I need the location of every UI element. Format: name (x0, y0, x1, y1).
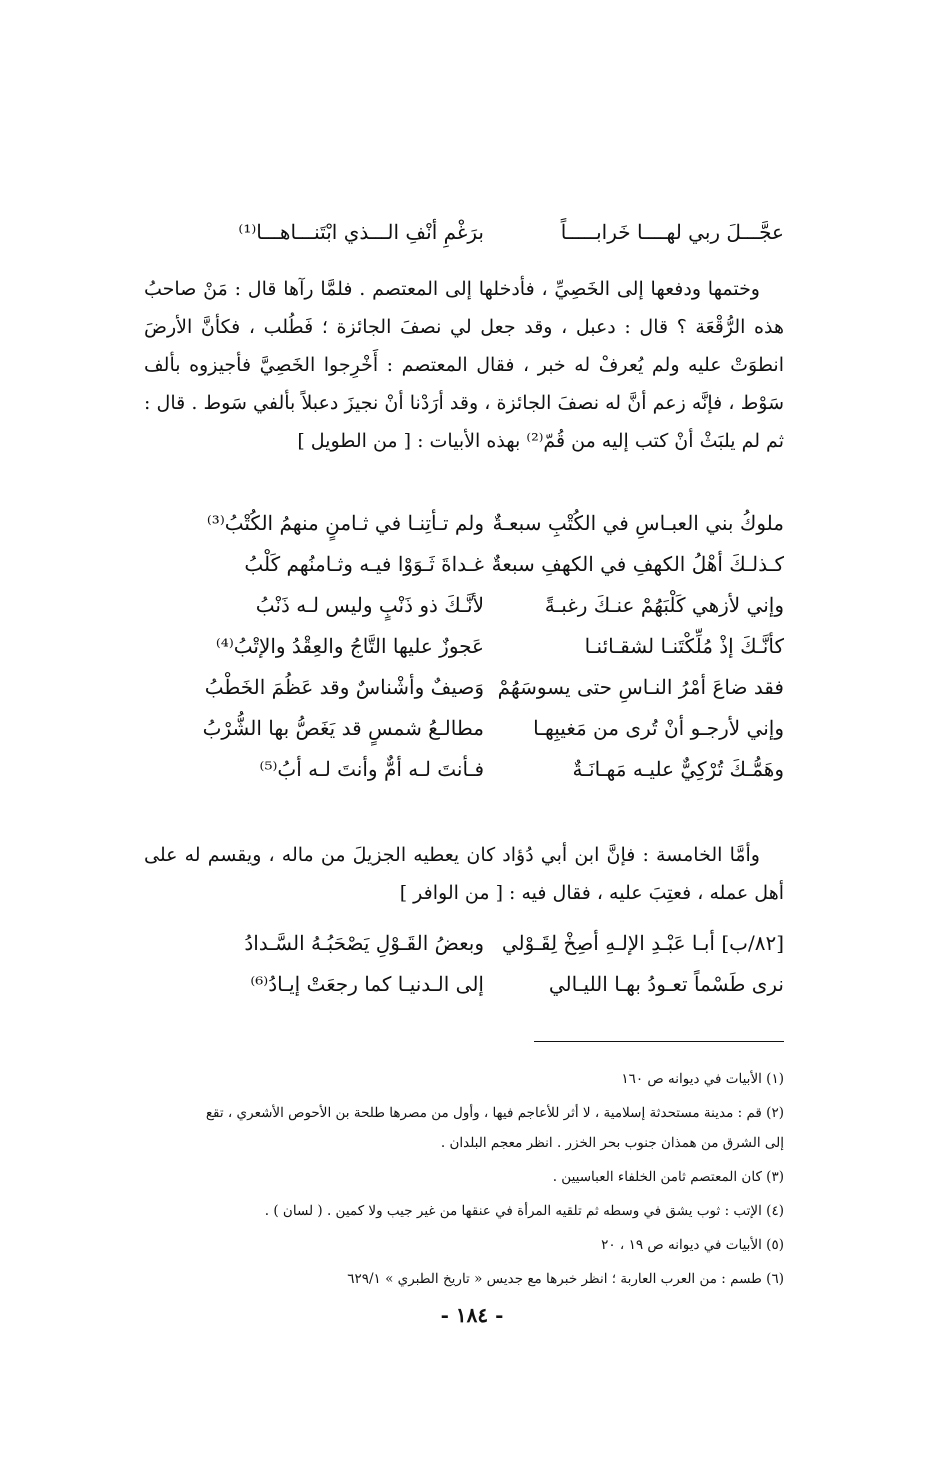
verse-first-hemistich: ملوكُ بني العبـاسِ في الكُتْبِ سبعـةٌ (492, 511, 784, 535)
footnote-line: (١) الأبيات في ديوانه ص ١٦٠ (621, 1071, 784, 1087)
verse-second-hemistich: مطالـعُ شمسٍ قد يَغَصُّ بها الشُّرْبُ (202, 716, 484, 740)
footnote-line: (٤) الإتب : ثوب يشق في وسطه ثم تلقيه المرأة في عنقها من غير جيب ولا كمين . ( لسان ) . (264, 1203, 784, 1219)
verse-second-hemistich: غـداةَ ثَـوَوْا فيـه وثـامنُهم كَلْبُ (244, 552, 484, 576)
poem-1-verse (144, 505, 784, 541)
poem-1-verse (144, 710, 784, 746)
verse-first-hemistich: فقد ضاعَ أمْرُ النـاسِ حتى يسوسَهُمْ (497, 675, 784, 699)
poem-1-verse (144, 751, 784, 787)
poem-2-verse (144, 925, 784, 961)
footnote-line: (٢) قم : مدينة مستحدثة إسلامية ، لا أثر للأعاجم فيها ، وأول من مصرها طلحة بن الأحوص الأشعري ، تقع (205, 1105, 784, 1121)
poem-1-verse (144, 546, 784, 582)
verse-second-hemistich: ولم تـأتِنـا في ثـامنٍ منهمُ الكُتْبُ⁽³⁾ (206, 511, 484, 535)
verse-first-hemistich: وإني لأزهي كَلْبَهُمْ عنـكَ رغبـةً (544, 593, 784, 617)
verse-first-hemistich: وإني لأرجـو أنْ تُرى من مَغيبِهـا (533, 716, 784, 740)
verse-first-hemistich: كـذلـكَ أهْلُ الكهفِ في الكهفِ سبعةٌ (491, 552, 784, 576)
verse-first-hemistich: [٨٢/ب] أبـا عَبْـدِ الإلـهِ أصِخْ لِقَـوْلي (501, 931, 784, 955)
verse-second-hemistich: فـأنتَ لـه أمٌّ وأنتَ لـه أبُ⁽⁵⁾ (259, 757, 484, 781)
footnote-line: إلى الشرق من همذان جنوب بحر الخزر . انظر معجم البلدان . (440, 1135, 784, 1151)
poem-1-verse (144, 669, 784, 705)
verse-second-hemistich: برَغْمِ أنْفِ الـــذي ابْتَنـــاهـــا⁽¹⁾ (238, 220, 484, 244)
poem-1-verse (144, 628, 784, 664)
footnote-line: (٦) طسم : من العرب العاربة ؛ انظر خبرها مع جديس « تاريخ الطبري » ٦٢٩/١ (347, 1271, 784, 1287)
verse-second-hemistich: إلى الـدنيـا كما رجعَتْ إيـادُ⁽⁶⁾ (250, 972, 484, 996)
verse-second-hemistich: عَجوزٌ عليها التَّاجُ والعِقْدُ والإتْبُ⁽⁴⁾ (215, 634, 484, 658)
footnote-divider (534, 1041, 784, 1042)
verse-first-hemistich: وهَمُّـكَ تُرْكِيٌّ عليـه مَهـانَـةٌ (572, 757, 784, 781)
prose-paragraph-1: وختمها ودفعها إلى الخَصِيِّ ، فأدخلها إلى المعتصم . فلمَّا رآها قال : مَنْ صاحبُ هذه الرُّقْعَة ؟ قال : دعبل ، وقد جعل لي نصفَ الجائزة ؛ فَطُلب ، فكأنَّ الأرضَ انطوَتْ عليه ولم يُعرفْ له خبر ، فقال المعتصم : أَخْرِجوا الخَصِيَّ فأجيزوه بألف سَوْط ، فإنَّه زعم أنَّ له نصفَ الجائزة ، وقد أرَدْنا أنْ نجيزَ دعبلاً بألفي سَوط . قال : ثم لم يلبَثْ أنْ كتب إليه من قُمّ⁽²⁾ بهذه الأبيات : [ من الطويل ] (144, 278, 784, 452)
footnote-line: (٣) كان المعتصم ثامن الخلفاء العباسيين . (552, 1169, 784, 1185)
verse-second-hemistich: وَصيفٌ وأشْناسٌ وقد عَظُمَ الخَطْبُ (204, 675, 484, 699)
footnote-line: (٥) الأبيات في ديوانه ص ١٩ ، ٢٠ (601, 1237, 784, 1253)
verse-first-hemistich: نرى طَسْماً تعـودُ بهـا الليـالي (548, 972, 784, 996)
page-number: - ١٨٤ - (440, 1303, 504, 1327)
poem-2-verse (144, 966, 784, 1002)
verse-second-hemistich: لأنَّـكَ ذو ذَنْبٍ وليس لـه ذَنْبُ (255, 593, 484, 617)
verse-first-hemistich: كأنَّـكَ إذْ مُلِّكْتَنـا لشقـائنـا (584, 634, 784, 658)
footnotes (144, 1064, 784, 1294)
verse-first-hemistich: عجَّـــلَ ربي لهــــا خَرابـــــاً (560, 220, 784, 244)
poem-1-verse (144, 587, 784, 623)
prose-paragraph-2: وأمَّا الخامسة : فإنَّ ابن أبي دُؤاد كان يعطيه الجزيلَ من ماله ، ويقسم له على أهل عمله ، فعتِبَ عليه ، فقال فيه : [ من الوافر ] (144, 844, 784, 904)
verse-second-hemistich: وبعضُ القَـوْلِ يَصْحَبُـهُ السَّـدادُ (244, 931, 484, 955)
opening-verse (144, 214, 784, 250)
